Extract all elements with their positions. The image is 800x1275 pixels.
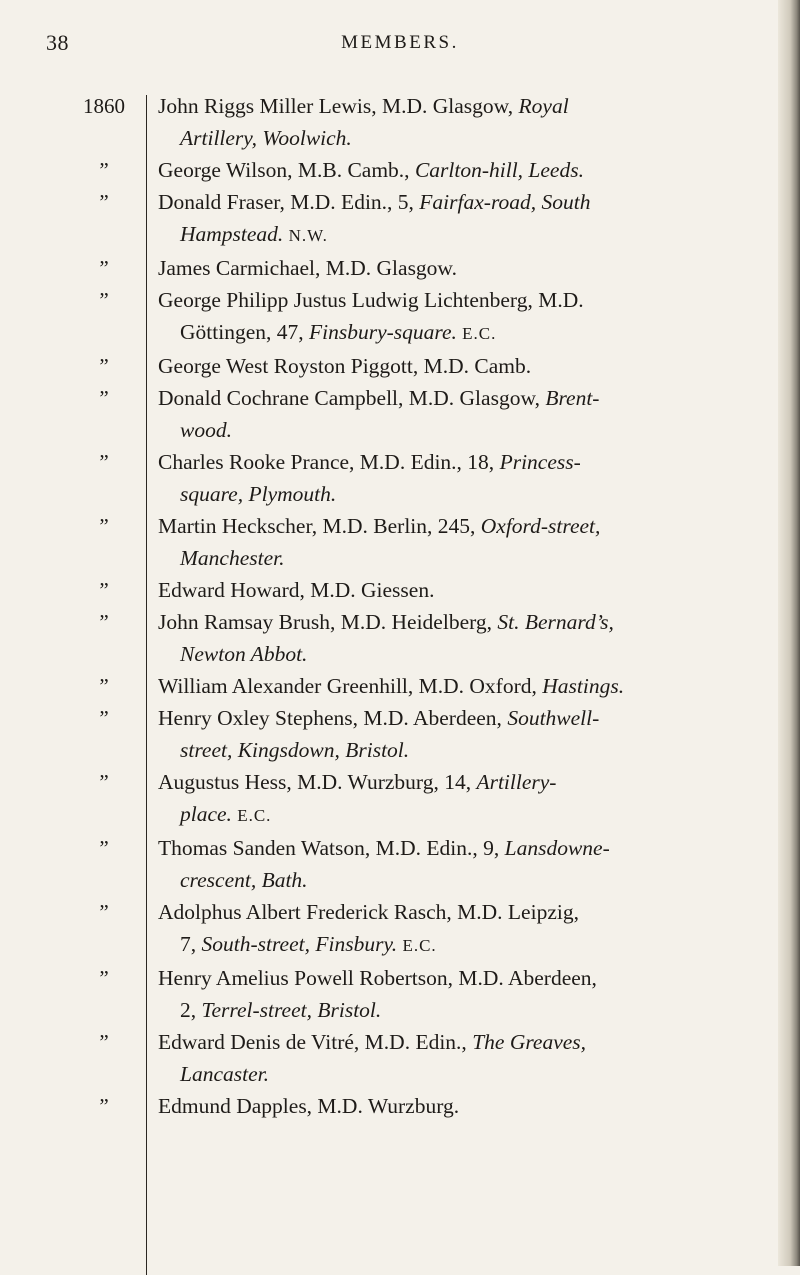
entry-plain-text: Charles Rooke Prance, M.D. Edin., 18, bbox=[158, 450, 500, 474]
entry-postal-district: E.C. bbox=[456, 324, 497, 343]
entry-address-italic: Royal bbox=[518, 94, 569, 118]
entry-year: ” bbox=[99, 288, 109, 312]
entry-year: ” bbox=[99, 836, 109, 860]
entry-line-continuation bbox=[158, 478, 758, 510]
entry-text bbox=[158, 606, 758, 670]
running-head: MEMBERS. bbox=[341, 32, 459, 53]
entry-text bbox=[158, 702, 758, 766]
entry-line-first bbox=[158, 962, 758, 994]
member-entry bbox=[66, 670, 786, 702]
entry-year: ” bbox=[99, 158, 109, 182]
entry-year: ” bbox=[99, 966, 109, 990]
entry-line-continuation bbox=[158, 638, 758, 670]
entry-year: 1860 bbox=[83, 94, 125, 118]
entry-postal-district: E.C. bbox=[231, 806, 272, 825]
entry-plain-text: Göttingen, 47, bbox=[180, 320, 309, 344]
entry-line-continuation bbox=[158, 864, 758, 896]
entry-text bbox=[158, 1090, 758, 1122]
entry-line-continuation bbox=[158, 734, 758, 766]
entry-year: ” bbox=[99, 674, 109, 698]
entry-address-italic: Artillery, Woolwich. bbox=[180, 126, 352, 150]
entry-plain-text: James Carmichael, M.D. Glasgow. bbox=[158, 256, 457, 280]
entry-line-continuation bbox=[158, 316, 758, 350]
member-entry bbox=[66, 252, 786, 284]
entry-address-italic: The Greaves, bbox=[472, 1030, 587, 1054]
entry-year: ” bbox=[99, 610, 109, 634]
entry-plain-text: George Wilson, M.B. Camb., bbox=[158, 158, 415, 182]
entry-line-first bbox=[158, 446, 758, 478]
entry-address-italic: Finsbury-square. bbox=[309, 320, 457, 344]
entry-address-italic: South-street, Finsbury. bbox=[201, 932, 398, 956]
entry-address-italic: Southwell- bbox=[507, 706, 600, 730]
entry-year: ” bbox=[99, 256, 109, 280]
entry-line-continuation bbox=[158, 928, 758, 962]
entry-address-italic: Terrel-street, Bristol. bbox=[201, 998, 382, 1022]
entry-plain-text: Edmund Dapples, M.D. Wurzburg. bbox=[158, 1094, 460, 1118]
entry-text bbox=[158, 350, 758, 382]
entry-line-continuation bbox=[158, 994, 758, 1026]
entry-year: ” bbox=[99, 1030, 109, 1054]
member-entry bbox=[66, 350, 786, 382]
member-entry bbox=[66, 574, 786, 606]
entry-plain-text: Donald Fraser, M.D. Edin., 5, bbox=[158, 190, 420, 214]
member-entry bbox=[66, 1026, 786, 1090]
entry-text bbox=[158, 382, 758, 446]
entry-line-first bbox=[158, 90, 758, 122]
entry-text bbox=[158, 284, 758, 350]
member-entry bbox=[66, 702, 786, 766]
entry-year: ” bbox=[99, 190, 109, 214]
entry-line-first bbox=[158, 284, 758, 316]
entry-line-first bbox=[158, 606, 758, 638]
entry-text bbox=[158, 670, 758, 702]
entry-line-continuation bbox=[158, 414, 758, 446]
page-number: 38 bbox=[46, 30, 69, 55]
entry-text bbox=[158, 962, 758, 1026]
entry-year: ” bbox=[99, 450, 109, 474]
member-entry bbox=[66, 896, 786, 962]
entry-text bbox=[158, 90, 758, 154]
entry-plain-text: William Alexander Greenhill, M.D. Oxford, bbox=[158, 674, 543, 698]
entry-plain-text: Thomas Sanden Watson, M.D. Edin., 9, bbox=[158, 836, 505, 860]
member-entry bbox=[66, 446, 786, 510]
entry-plain-text: George West Royston Piggott, M.D. Camb. bbox=[158, 354, 532, 378]
entry-line-first bbox=[158, 1090, 758, 1122]
entry-year: ” bbox=[99, 578, 109, 602]
entry-text bbox=[158, 574, 758, 606]
entry-line-first bbox=[158, 382, 758, 414]
entry-address-italic: Princess- bbox=[499, 450, 581, 474]
entry-line-first bbox=[158, 896, 758, 928]
entry-line-first bbox=[158, 832, 758, 864]
entry-line-continuation bbox=[158, 542, 758, 574]
entry-address-italic: Brent- bbox=[545, 386, 600, 410]
entry-address-italic: Oxford-street, bbox=[480, 514, 601, 538]
entry-year: ” bbox=[99, 514, 109, 538]
entry-address-italic: crescent, Bath. bbox=[180, 868, 308, 892]
entry-address-italic: St. Bernard’s, bbox=[497, 610, 614, 634]
member-entry bbox=[66, 1090, 786, 1122]
entry-line-first bbox=[158, 350, 758, 382]
entry-address-italic: Lancaster. bbox=[180, 1062, 269, 1086]
entry-plain-text: 7, bbox=[180, 932, 202, 956]
entry-year: ” bbox=[99, 1094, 109, 1118]
entry-address-italic: Hastings. bbox=[542, 674, 625, 698]
entry-plain-text: Henry Amelius Powell Robertson, M.D. Aberdeen, bbox=[158, 966, 597, 990]
entry-line-first bbox=[158, 1026, 758, 1058]
entry-line-continuation bbox=[158, 798, 758, 832]
entry-address-italic: Manchester. bbox=[180, 546, 285, 570]
entry-year: ” bbox=[99, 900, 109, 924]
entry-text bbox=[158, 154, 758, 186]
entry-line-first bbox=[158, 154, 758, 186]
entry-line-first bbox=[158, 766, 758, 798]
entry-text bbox=[158, 186, 758, 252]
entry-line-first bbox=[158, 510, 758, 542]
entry-address-italic: wood. bbox=[180, 418, 232, 442]
member-entry bbox=[66, 832, 786, 896]
page-header bbox=[0, 30, 800, 64]
entry-plain-text: George Philipp Justus Ludwig Lichtenberg, M.D. bbox=[158, 288, 584, 312]
entry-address-italic: Artillery- bbox=[476, 770, 557, 794]
entry-text bbox=[158, 896, 758, 962]
member-entry bbox=[66, 284, 786, 350]
entry-address-italic: Carlton-hill, Leeds. bbox=[414, 158, 584, 182]
entry-text bbox=[158, 1026, 758, 1090]
entry-line-first bbox=[158, 186, 758, 218]
entry-year: ” bbox=[99, 386, 109, 410]
member-entry bbox=[66, 962, 786, 1026]
member-entry bbox=[66, 90, 786, 154]
entry-plain-text: Martin Heckscher, M.D. Berlin, 245, bbox=[158, 514, 481, 538]
entry-address-italic: place. bbox=[180, 802, 232, 826]
entry-address-italic: Newton Abbot. bbox=[180, 642, 308, 666]
entry-text bbox=[158, 252, 758, 284]
entry-plain-text: Adolphus Albert Frederick Rasch, M.D. Leipzig, bbox=[158, 900, 579, 924]
entry-address-italic: square, Plymouth. bbox=[180, 482, 337, 506]
entry-text bbox=[158, 510, 758, 574]
entry-plain-text: Edward Howard, M.D. Giessen. bbox=[158, 578, 435, 602]
entry-line-first bbox=[158, 574, 758, 606]
entry-plain-text: John Ramsay Brush, M.D. Heidelberg, bbox=[158, 610, 498, 634]
member-entry bbox=[66, 154, 786, 186]
entry-plain-text: John Riggs Miller Lewis, M.D. Glasgow, bbox=[158, 94, 519, 118]
entry-year: ” bbox=[99, 354, 109, 378]
entry-text bbox=[158, 832, 758, 896]
members-list bbox=[66, 90, 786, 1122]
member-entry bbox=[66, 510, 786, 574]
entry-address-italic: street, Kingsdown, Bristol. bbox=[180, 738, 410, 762]
member-entry bbox=[66, 186, 786, 252]
entry-text bbox=[158, 766, 758, 832]
entry-year: ” bbox=[99, 706, 109, 730]
entry-address-italic: Hampstead. bbox=[180, 222, 284, 246]
entry-address-italic: Fairfax-road, South bbox=[419, 190, 591, 214]
member-entry bbox=[66, 766, 786, 832]
entry-plain-text: 2, bbox=[180, 998, 202, 1022]
entry-plain-text: Henry Oxley Stephens, M.D. Aberdeen, bbox=[158, 706, 508, 730]
entry-plain-text: Augustus Hess, M.D. Wurzburg, 14, bbox=[158, 770, 477, 794]
entry-line-first bbox=[158, 670, 758, 702]
entry-text bbox=[158, 446, 758, 510]
entry-year: ” bbox=[99, 770, 109, 794]
member-entry bbox=[66, 606, 786, 670]
entry-postal-district: E.C. bbox=[397, 936, 437, 955]
entry-line-continuation bbox=[158, 1058, 758, 1090]
entry-address-italic: Lansdowne- bbox=[504, 836, 610, 860]
entry-line-first bbox=[158, 702, 758, 734]
entry-line-continuation bbox=[158, 218, 758, 252]
entry-line-continuation bbox=[158, 122, 758, 154]
member-entry bbox=[66, 382, 786, 446]
entry-line-first bbox=[158, 252, 758, 284]
entry-postal-district: N.W. bbox=[283, 226, 328, 245]
entry-plain-text: Edward Denis de Vitré, M.D. Edin., bbox=[158, 1030, 473, 1054]
entry-plain-text: Donald Cochrane Campbell, M.D. Glasgow, bbox=[158, 386, 546, 410]
